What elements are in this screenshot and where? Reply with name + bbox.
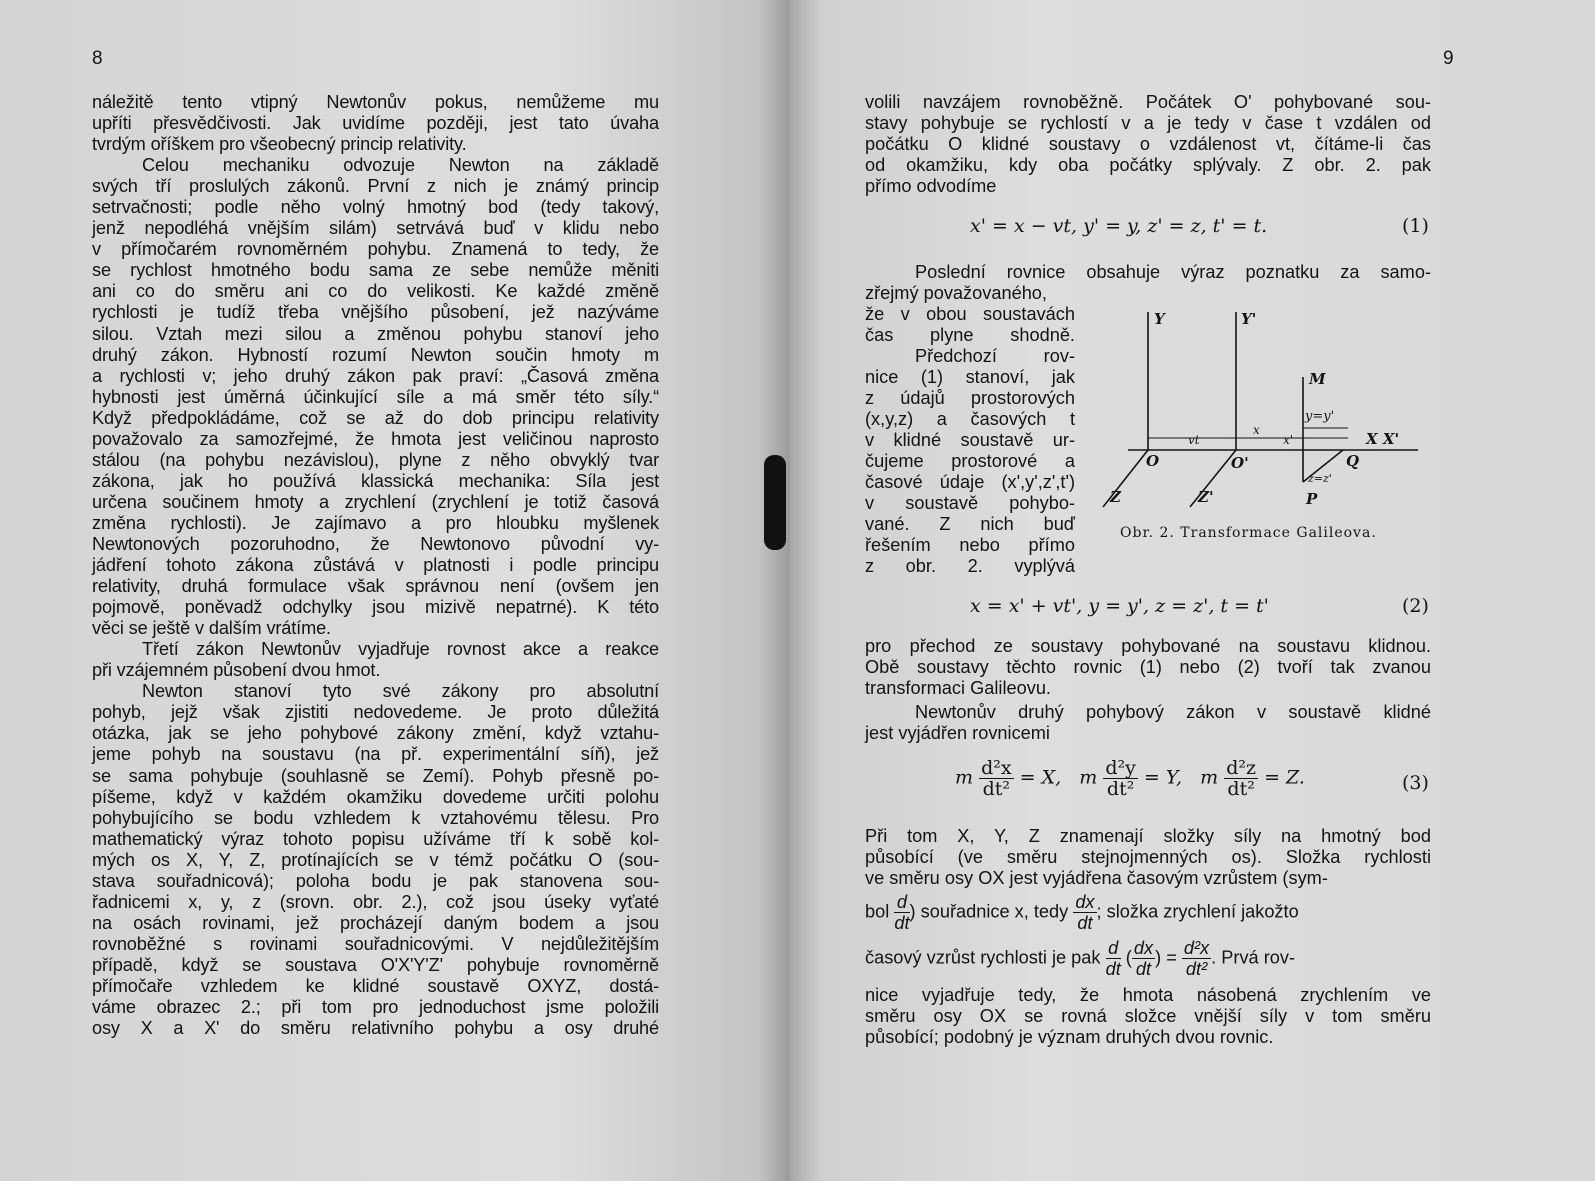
line-acceleration: časový vzrůst rychlosti je pak $\frac{d}{dt}$ ( $\frac{dx}{dt}$ ) = $\frac{\text{d²x}}{\text{dt²}}$ . Prvá rov- xyxy=(865,938,1296,979)
frac-d2y: $\frac{\text{d²y}}{\text{dt²}}$ xyxy=(1105,757,1136,800)
label-origin: O xyxy=(1146,452,1160,470)
paragraph-transformation xyxy=(865,636,1431,699)
text-line: náležitě tento vtipný Newtonův pokus, nemůžeme mu xyxy=(92,92,659,112)
equation-2: x = x' + vt', y = y', z = z', t = t' xyxy=(970,595,1269,617)
text-line: přímočaře vzhledem ke klidné soustavě OXYZ, dostá- xyxy=(92,975,659,996)
label-z-eq: z=z' xyxy=(1308,472,1332,485)
label-x: x xyxy=(1253,423,1260,437)
text-line: ve směru osy OX jest vyjádřena časovým vzrůstem (sym- xyxy=(865,868,1328,888)
text-line: na osách rovinami, jež procházejí daným bodem a jsou xyxy=(92,912,659,933)
paragraph-conclusion xyxy=(865,985,1431,1048)
label-vt: vt xyxy=(1188,433,1200,447)
label-q: Q xyxy=(1346,452,1360,470)
text-line: Newtonových pozoruhodno, že Newtonovo původní vy- xyxy=(92,533,659,554)
text-line: upříti přesvědčivosti. Jak uvidíme později, jest tato úvaha xyxy=(92,113,659,134)
label-z-prime: Z' xyxy=(1198,488,1214,506)
text-line: vané. Z nich buď xyxy=(865,514,1075,534)
text-line: jádření tohoto zákona zůstává v platnosti i podle principu xyxy=(92,555,659,576)
text-line: Newtonův druhý pohybový zákon v soustavě klidné xyxy=(915,702,1431,722)
page-number-right: 9 xyxy=(1443,48,1454,69)
text-line: v soustavě pohybo- xyxy=(865,493,1075,513)
line-symbol: bol $\frac{d}{dt}$ ) souřadnice x, tedy $\frac{dx}{dt}$ ; složka zrychlení jakožto xyxy=(865,892,1299,933)
text-line: relativity, druhá formulace však správnou není (ovšem jen xyxy=(92,576,659,597)
text-line: osy X a X' do směru relativního pohybu a osy druhé xyxy=(92,1018,659,1039)
text-line: a rychlosti v; jeho druhý zákon pak praví: „Časová změna xyxy=(92,365,659,386)
text-line: svých tří proslulých zákonů. První z nich je známý princip xyxy=(92,176,659,197)
text-line: v přímočarém rovnoměrném pohybu. Znamená to tedy, že xyxy=(92,239,659,260)
text-line: se sama pohybuje (souhlasně se Zemí). Pohyb přesně po- xyxy=(92,765,659,786)
figure-galilean-transformation xyxy=(1098,302,1438,537)
text-line: od okamžiku, kdy oba počátky splývaly. Z obr. 2. pak xyxy=(865,155,1431,175)
text-line: přímo odvodíme xyxy=(865,176,997,196)
text-line: Třetí zákon Newtonův vyjadřuje rovnost akce a reakce xyxy=(142,639,659,660)
paragraph-galileo xyxy=(865,262,1431,304)
text-line: Při tom X, Y, Z znamenají složky síly na hmotný bod xyxy=(865,826,1431,846)
text-line: při vzájemném působení dvou hmot. xyxy=(92,660,381,681)
text-line: pohyb, jejž však zjistiti nedovedeme. Je proto důležitá xyxy=(92,702,659,723)
equation-3-number: (3) xyxy=(1402,772,1429,794)
text-line: Newton stanoví tyto své zákony pro absolutní xyxy=(142,681,659,702)
text-line: Když předpokládáme, což se až do dob principu relativity xyxy=(92,407,659,428)
text-line: pro přechod ze soustavy pohybované na soustavu klidnou. xyxy=(865,636,1431,656)
text-line: případě, když se soustava O'X'Y'Z' pohybuje rovnoměrně xyxy=(92,954,659,975)
figure-caption: Obr. 2. Transformace Galileova. xyxy=(1120,525,1377,541)
equation-1: x' = x − vt, y' = y, z' = z, t' = t. xyxy=(970,215,1268,237)
text-line: čas plyne shodně. xyxy=(865,325,1075,345)
left-page xyxy=(0,0,790,1181)
page-number-left: 8 xyxy=(92,48,103,69)
book-binding xyxy=(764,455,786,550)
text-line: rychlosti je tudíž třeba vnějšího působení, jež nazýváme xyxy=(92,302,659,323)
text-line: jenž nepodléhá vnějším silám) setrvává buď v klidu nebo xyxy=(92,218,659,239)
paragraph-components xyxy=(865,826,1431,889)
text-line: Předchozí rov- xyxy=(915,346,1075,366)
equation-1-number: (1) xyxy=(1402,215,1429,237)
text-line: tvrdým oříškem pro všeobecný princip relativity. xyxy=(92,134,467,155)
text-line: hybnosti jest úměrná účinkující síle a má směr této síly.“ xyxy=(92,386,659,407)
text-line: otázka, jak se jeho pohybové zákony změní, když vztahu- xyxy=(92,723,659,744)
label-y: Y xyxy=(1154,310,1165,328)
text-line: píšeme, když v každém okamžiku dovedeme určiti polohu xyxy=(92,786,659,807)
text-line: časové údaje (x',y',z',t') xyxy=(865,472,1075,492)
text-line: mathematický výraz tohoto popisu užíváme tří k sobě kol- xyxy=(92,828,659,849)
text-line: působící; podobný je význam druhých dvou rovnic. xyxy=(865,1027,1274,1047)
text-line: ani co do směru ani co do velikosti. Ke každé změně xyxy=(92,281,659,302)
frac-d2x: $\frac{\text{d²x}}{\text{dt²}}$ xyxy=(981,757,1012,800)
label-p: P xyxy=(1306,490,1318,508)
frac-d2z: $\frac{\text{d²z}}{\text{dt²}}$ xyxy=(1226,757,1257,800)
text-line: jest vyjádřen rovnicemi xyxy=(865,723,1050,743)
paragraph-galileo-narrow xyxy=(865,304,1075,577)
text-line: věci se ještě v dalším vrátíme. xyxy=(92,618,331,639)
text-line: nice vyjadřuje tedy, že hmota násobená zrychlením ve xyxy=(865,985,1431,1005)
text-line: stavy pohybuje se rychlostí v a je tedy v čase t vzdálen od xyxy=(865,113,1431,133)
text-line: druhý zákon. Hybností rozumí Newton součin hmoty m xyxy=(92,344,659,365)
text-line: řadnicemi x, y, z (srovn. obr. 2.), což jsou úseky vyťaté xyxy=(92,891,659,912)
text-line: pohybujícího se bodu vzhledem k vztahovému tělesu. Pro xyxy=(92,807,659,828)
right-page xyxy=(790,0,1595,1181)
text-line: že v obou soustavách xyxy=(865,304,1075,324)
text-line: působící (ve směru stejnojmenných os). Složka rychlosti xyxy=(865,847,1431,867)
label-y-prime: Y' xyxy=(1241,310,1257,328)
label-z: Z xyxy=(1110,488,1121,506)
label-origin-prime: O' xyxy=(1231,454,1249,472)
text-line: zákona, jak ho používá klassická mechanika: Síla jest xyxy=(92,470,659,491)
text-line: silou. Vztah mezi silou a změnou pohybu stanoví jeho xyxy=(92,323,659,344)
label-m: M xyxy=(1309,370,1326,388)
text-line: transformaci Galileovu. xyxy=(865,678,1051,698)
text-line: pojmově, poněvadž odchylky jsou mizivě nepatrné). K této xyxy=(92,597,659,618)
text-line: z obr. 2. vyplývá xyxy=(865,556,1075,576)
text-line: zřejmý považovaného, xyxy=(865,283,1047,303)
text-line: určena součinem hmoty a zrychlení (zrychlení je totiž časová xyxy=(92,491,659,512)
text-line: změna rychlosti). Je zajímavo a pro hloubku myšlenek xyxy=(92,512,659,533)
left-page-text xyxy=(92,92,659,1039)
label-y-eq: y=y' xyxy=(1305,409,1335,424)
text-line: nice (1) stanoví, jak xyxy=(865,367,1075,387)
text-line: rovnoběžné s rovinami souřadnicovými. V nejdůležitějším xyxy=(92,933,659,954)
text-line: mých os X, Y, Z, protínajících se v témž počátku O (sou- xyxy=(92,849,659,870)
text-line: počátku O klidné soustavy o vzdálenost vt, čítáme-li čas xyxy=(865,134,1431,154)
text-line: řešením nebo přímo xyxy=(865,535,1075,555)
equation-2-number: (2) xyxy=(1402,595,1429,617)
text-line: setrvačnosti; podle něho volný hmotný bod (tedy takový, xyxy=(92,197,659,218)
text-line: jeme pohyb na soustavu (na př. experimentální síň), jež xyxy=(92,744,659,765)
text-line: v klidné soustavě ur- xyxy=(865,430,1075,450)
text-line: Obě soustavy těchto rovnic (1) nebo (2) tvoří tak zvanou xyxy=(865,657,1431,677)
text-line: (x,y,z) a časových t xyxy=(865,409,1075,429)
label-x-prime: x' xyxy=(1283,433,1294,447)
text-line: považovalo za samozřejmé, že hmota jest veličinou naprosto xyxy=(92,428,659,449)
text-line: Celou mechaniku odvozuje Newton na základě xyxy=(142,155,659,176)
paragraph-newton-law xyxy=(865,702,1431,744)
text-line: stálou (na pohybu nezávislou), plyne z něho obvyklý tvar xyxy=(92,449,659,470)
text-line: Poslední rovnice obsahuje výraz poznatku za samo- xyxy=(915,262,1431,282)
text-line: z údajů prostorových xyxy=(865,388,1075,408)
text-line: směru osy OX se rovná složce vnější síly v tom směru xyxy=(865,1006,1431,1026)
paragraph-intro xyxy=(865,92,1431,197)
text-line: volili navzájem rovnoběžně. Počátek O' pohybované sou- xyxy=(865,92,1431,112)
text-line: váme obrazec 2.; při tom pro jednoduchost jsme položili xyxy=(92,997,659,1018)
text-line: se rychlost hmotného bodu sama ze sebe nemůže měniti xyxy=(92,260,659,281)
text-line: stava souřadnicová); poloha bodu je pak stanovena sou- xyxy=(92,870,659,891)
label-xx: X X' xyxy=(1366,430,1400,448)
text-line: čujeme prostorové a xyxy=(865,451,1075,471)
equation-3: m $\frac{\text{d²x}}{\text{dt²}}$ = X, m $\frac{\text{d²y}}{\text{dt²}}$ = Y, m $\frac{\text{d²z}}{\text{dt²}}$ = Z. xyxy=(955,757,1305,800)
